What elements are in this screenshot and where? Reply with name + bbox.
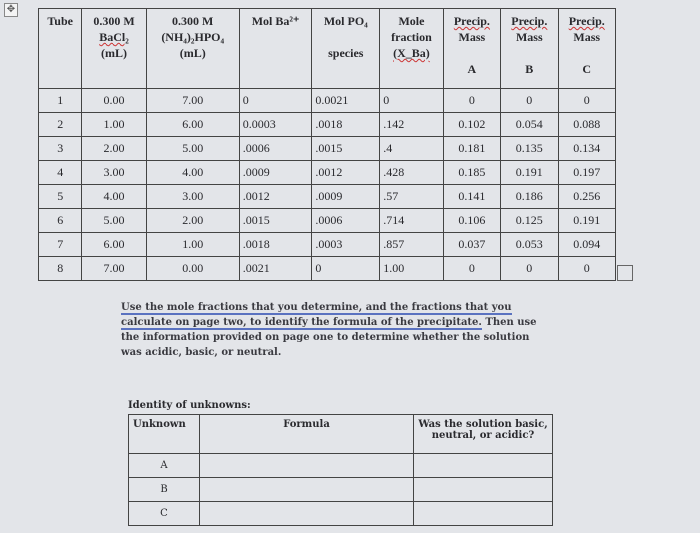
cell-tube[interactable]: 5 [39, 185, 82, 209]
table-row [39, 113, 616, 137]
cell-tube[interactable]: 7 [39, 233, 82, 257]
cell-x[interactable]: 0 [380, 89, 443, 113]
cell-molba[interactable]: .0021 [239, 257, 312, 281]
table-row [39, 161, 616, 185]
cell-molba[interactable]: .0009 [239, 161, 312, 185]
cell-a[interactable]: 0.181 [443, 137, 500, 161]
cell-a[interactable]: 0 [443, 257, 500, 281]
header-mole-fraction: Mole fraction (X_Ba) [380, 9, 443, 89]
cell-nh4[interactable]: 5.00 [146, 137, 239, 161]
cell-x[interactable]: 1.00 [380, 257, 443, 281]
solution-cell[interactable] [414, 478, 553, 502]
formula-cell[interactable] [200, 454, 414, 478]
cell-molpo4[interactable]: .0018 [312, 113, 380, 137]
header-solution: Was the solution basic, neutral, or acidic? [414, 415, 553, 454]
cell-molpo4[interactable]: .0003 [312, 233, 380, 257]
cell-x[interactable]: .714 [380, 209, 443, 233]
header-bacl2: 0.300 M BaCl₂ (mL) [82, 9, 146, 89]
cell-tube[interactable]: 8 [39, 257, 82, 281]
cell-c[interactable]: 0.191 [558, 209, 616, 233]
cell-molba[interactable]: .0015 [239, 209, 312, 233]
cell-molba[interactable]: .0012 [239, 185, 312, 209]
cell-b[interactable]: 0.125 [501, 209, 558, 233]
header-tube: Tube [39, 9, 82, 89]
cell-c[interactable]: 0 [558, 89, 616, 113]
checkbox[interactable] [617, 265, 633, 281]
solution-cell[interactable] [414, 454, 553, 478]
cell-c[interactable]: 0.197 [558, 161, 616, 185]
header-precip-c: Precip. Mass C [558, 9, 616, 89]
cell-c[interactable]: 0.088 [558, 113, 616, 137]
cell-tube[interactable]: 3 [39, 137, 82, 161]
formula-cell[interactable] [200, 478, 414, 502]
table-move-handle-icon[interactable]: ✥ [4, 3, 18, 17]
table-row [39, 137, 616, 161]
identity-heading: Identity of unknowns: [128, 400, 251, 411]
cell-c[interactable]: 0.134 [558, 137, 616, 161]
cell-nh4[interactable]: 1.00 [146, 233, 239, 257]
header-mol-po4: Mol PO₄ species [312, 9, 380, 89]
cell-nh4[interactable]: 3.00 [146, 185, 239, 209]
cell-molpo4[interactable]: 0 [312, 257, 380, 281]
cell-a[interactable]: 0.106 [443, 209, 500, 233]
cell-b[interactable]: 0 [501, 89, 558, 113]
cell-molpo4[interactable]: .0006 [312, 209, 380, 233]
cell-bacl2[interactable]: 1.00 [82, 113, 146, 137]
cell-molba[interactable]: 0 [239, 89, 312, 113]
cell-b[interactable]: 0.054 [501, 113, 558, 137]
cell-nh4[interactable]: 0.00 [146, 257, 239, 281]
instructions-text: Use the mole fractions that you determine, and the fractions that you calculate on page two, to identify the formula of the precipitate. Then use the information provided on page one to determine whether the solution was acidic, basic, or neutral. [121, 302, 537, 358]
cell-molba[interactable]: .0018 [239, 233, 312, 257]
solution-cell[interactable] [414, 502, 553, 526]
cell-bacl2[interactable]: 0.00 [82, 89, 146, 113]
table-row [39, 209, 616, 233]
cell-b[interactable]: 0.135 [501, 137, 558, 161]
cell-nh4[interactable]: 2.00 [146, 209, 239, 233]
cell-bacl2[interactable]: 6.00 [82, 233, 146, 257]
header-precip-b: Precip. Mass B [501, 9, 558, 89]
formula-cell[interactable] [200, 502, 414, 526]
cell-nh4[interactable]: 4.00 [146, 161, 239, 185]
header-mol-ba: Mol Ba²⁺ [239, 9, 312, 89]
cell-x[interactable]: .142 [380, 113, 443, 137]
cell-c[interactable]: 0 [558, 257, 616, 281]
cell-nh4[interactable]: 7.00 [146, 89, 239, 113]
cell-bacl2[interactable]: 4.00 [82, 185, 146, 209]
cell-bacl2[interactable]: 2.00 [82, 137, 146, 161]
cell-molba[interactable]: .0006 [239, 137, 312, 161]
cell-c[interactable]: 0.256 [558, 185, 616, 209]
cell-x[interactable]: .428 [380, 161, 443, 185]
cell-b[interactable]: 0.191 [501, 161, 558, 185]
cell-tube[interactable]: 4 [39, 161, 82, 185]
cell-tube[interactable]: 2 [39, 113, 82, 137]
cell-a[interactable]: 0.141 [443, 185, 500, 209]
cell-x[interactable]: .4 [380, 137, 443, 161]
cell-a[interactable]: 0.102 [443, 113, 500, 137]
cell-tube[interactable]: 6 [39, 209, 82, 233]
cell-a[interactable]: 0 [443, 89, 500, 113]
cell-bacl2[interactable]: 7.00 [82, 257, 146, 281]
cell-molpo4[interactable]: .0015 [312, 137, 380, 161]
cell-x[interactable]: .857 [380, 233, 443, 257]
unknown-label: A [129, 454, 200, 478]
cell-c[interactable]: 0.094 [558, 233, 616, 257]
table-row [39, 89, 616, 113]
cell-tube[interactable]: 1 [39, 89, 82, 113]
header-unknown: Unknown [129, 415, 200, 454]
cell-molpo4[interactable]: .0012 [312, 161, 380, 185]
unknown-label: C [129, 502, 200, 526]
header-precip-a: Precip. Mass A [443, 9, 500, 89]
cell-b[interactable]: 0.053 [501, 233, 558, 257]
header-formula: Formula [200, 415, 414, 454]
table-row [39, 257, 616, 281]
cell-b[interactable]: 0 [501, 257, 558, 281]
cell-bacl2[interactable]: 3.00 [82, 161, 146, 185]
table-row [39, 233, 616, 257]
table-row [39, 185, 616, 209]
header-nh4: 0.300 M (NH₄)₂HPO₄ (mL) [146, 9, 239, 89]
cell-a[interactable]: 0.185 [443, 161, 500, 185]
cell-molpo4[interactable]: 0.0021 [312, 89, 380, 113]
cell-molba[interactable]: 0.0003 [239, 113, 312, 137]
cell-a[interactable]: 0.037 [443, 233, 500, 257]
unknowns-table [128, 414, 553, 526]
cell-bacl2[interactable]: 5.00 [82, 209, 146, 233]
unknown-label: B [129, 478, 200, 502]
cell-molpo4[interactable]: .0009 [312, 185, 380, 209]
cell-x[interactable]: .57 [380, 185, 443, 209]
data-table [38, 8, 616, 281]
cell-b[interactable]: 0.186 [501, 185, 558, 209]
cell-nh4[interactable]: 6.00 [146, 113, 239, 137]
